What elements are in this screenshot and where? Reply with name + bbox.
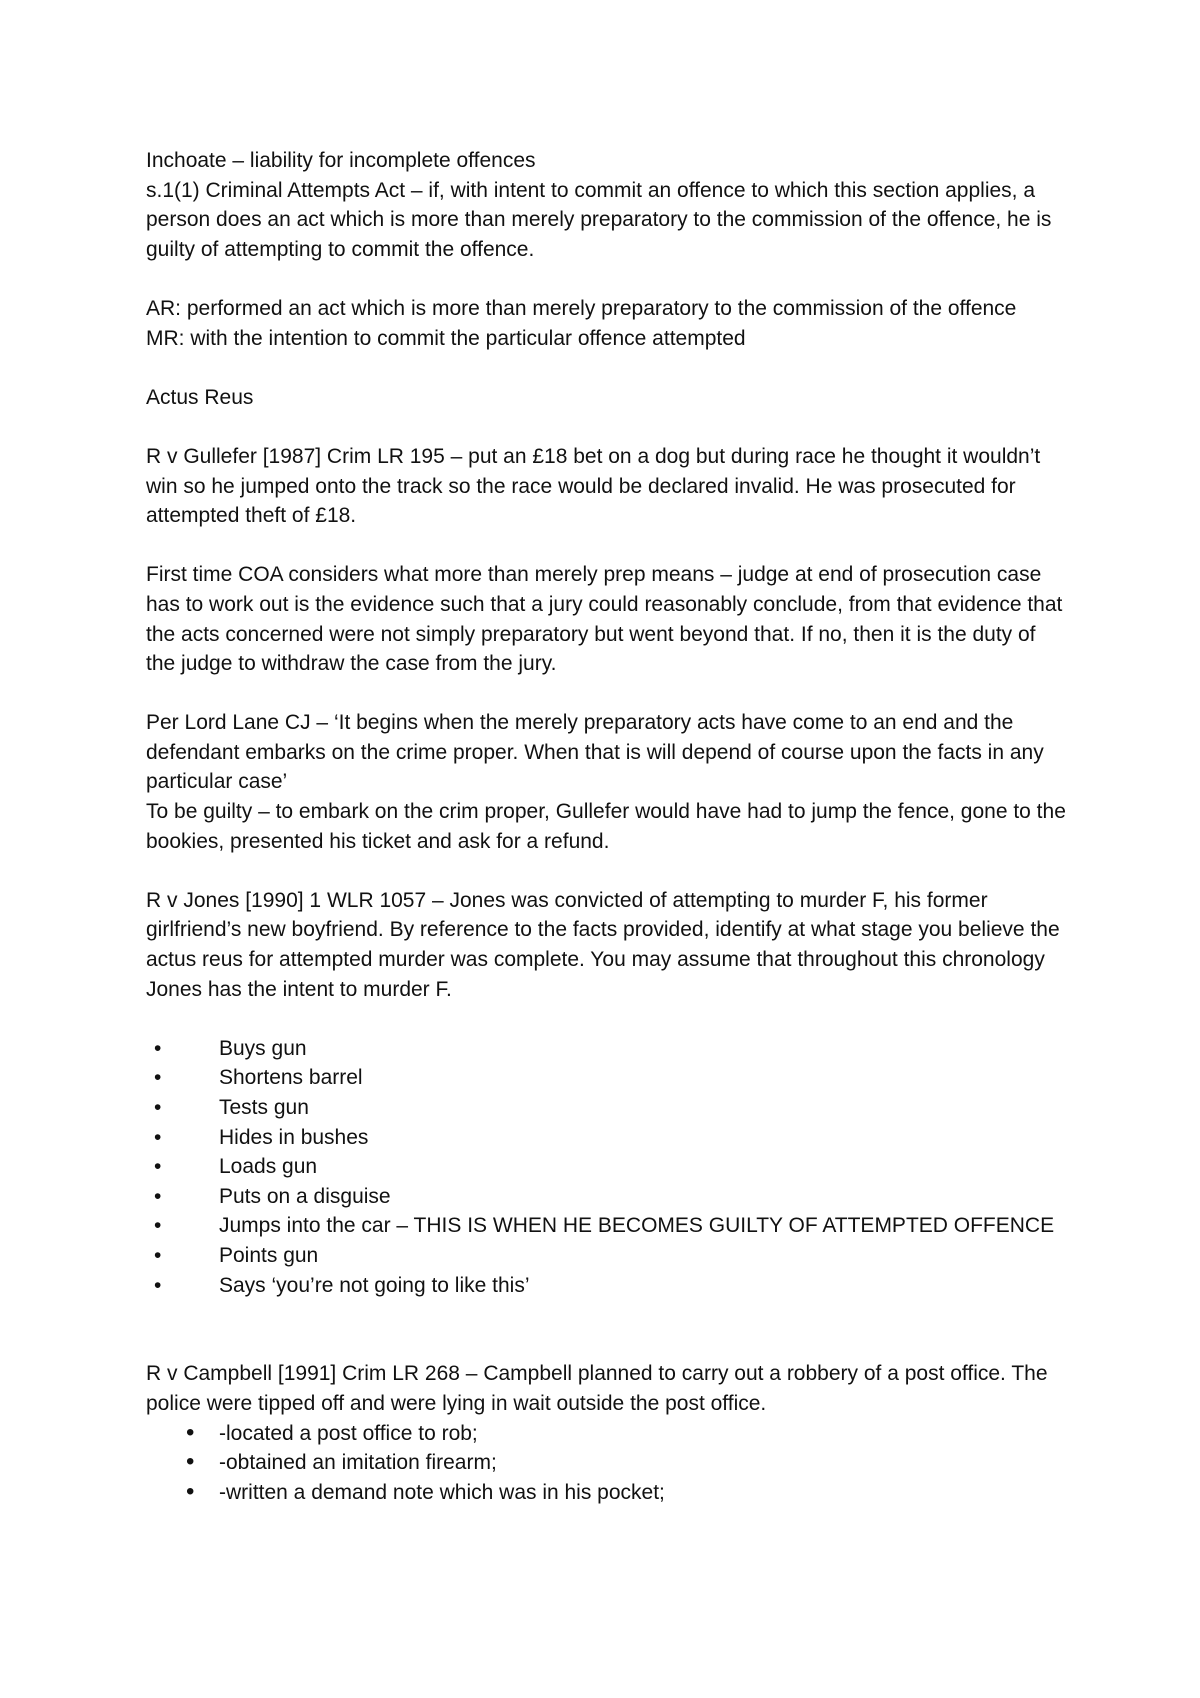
list-item: • -obtained an imitation firearm; [186,1448,497,1476]
spacer [146,679,1066,709]
campbell-case-paragraph: R v Campbell [1991] Crim LR 268 – Campbell planned to carry out a robbery of a post office. The police were tipped off and were lying in wait outside the post office. [146,1362,1048,1415]
spacer [146,264,1066,294]
list-item: • Puts on a disguise [146,1182,1066,1212]
actus-reus-definition: AR: performed an act which is more than merely preparatory to the commission of the offence [146,296,1017,320]
jones-case-paragraph: R v Jones [1990] 1 WLR 1057 – Jones was convicted of attempting to murder F, his former girlfriend’s new boyfriend. By reference to the facts provided, identify at what stage you believe the actus reus for attempted murder was complete. You may assume that throughout this chronology Jones has the intent to murder F. [146,888,1060,1001]
document-body [146,146,1066,1507]
list-item: • Loads gun [146,1152,1066,1182]
list-item: • Hides in bushes [146,1123,1066,1153]
spacer [146,412,1066,442]
list-item: • Jumps into the car – THIS IS WHEN HE BECOMES GUILTY OF ATTEMPTED OFFENCE [146,1211,1066,1241]
spacer [146,1300,1066,1330]
campbell-facts-list [146,1419,1066,1508]
list-item: • Says ‘you’re not going to like this’ [146,1271,1066,1301]
to-be-guilty-paragraph: To be guilty – to embark on the crim proper, Gullefer would have had to jump the fence, gone to the bookies, presented his ticket and ask for a refund. [146,800,1066,853]
bullet-icon: • [154,1243,162,1267]
heading-actus-reus: Actus Reus [146,385,254,409]
coa-first-time-paragraph: First time COA considers what more than merely prep means – judge at end of prosecution case has to work out is the evidence such that a jury could reasonably conclude, from that evidence that the acts concerned were not simply preparatory but went beyond that. If no, then it is the duty of the judge to withdraw the case from the jury. [146,563,1063,676]
spacer [146,856,1066,886]
statute-paragraph: s.1(1) Criminal Attempts Act – if, with intent to commit an offence to which this section applies, a person does an act which is more than merely preparatory to the commission of the offence, he is guilty of attempting to commit the offence. [146,178,1052,261]
bullet-icon: • [186,1448,195,1476]
title-line: Inchoate – liability for incomplete offences [146,149,536,172]
spacer [146,1330,1066,1360]
spacer [146,353,1066,383]
gullefer-case-paragraph: R v Gullefer [1987] Crim LR 195 – put an £18 bet on a dog but during race he thought it wouldn’t win so he jumped onto the track so the race would be declared invalid. He was prosecuted for attempted theft of £18. [146,444,1041,528]
bullet-icon: • [186,1418,195,1446]
jones-chronology-list [146,1034,1066,1300]
list-item: • Buys gun [146,1034,1066,1064]
bullet-icon: • [154,1273,162,1297]
bullet-icon: • [154,1036,162,1060]
spacer [146,531,1066,561]
lord-lane-quote: Per Lord Lane CJ – ‘It begins when the merely preparatory acts have come to an end and the defendant embarks on the crime proper. When that is will depend of course upon the facts in any particular case’ [146,711,1044,794]
bullet-icon: • [154,1184,162,1208]
bullet-icon: • [154,1155,162,1179]
bullet-icon: • [154,1214,162,1238]
bullet-icon: • [154,1125,162,1149]
bullet-icon: • [154,1096,162,1119]
list-item: • -written a demand note which was in his pocket; [186,1477,665,1505]
list-item: • Shortens barrel [146,1063,1066,1093]
bullet-icon: • [186,1477,195,1505]
bullet-icon: • [154,1066,162,1090]
list-item: • Tests gun [146,1093,1066,1123]
list-item: • -located a post office to rob; [186,1418,478,1446]
list-item: • Points gun [146,1241,1066,1271]
spacer [146,1004,1066,1034]
mens-rea-definition: MR: with the intention to commit the particular offence attempted [146,326,746,350]
